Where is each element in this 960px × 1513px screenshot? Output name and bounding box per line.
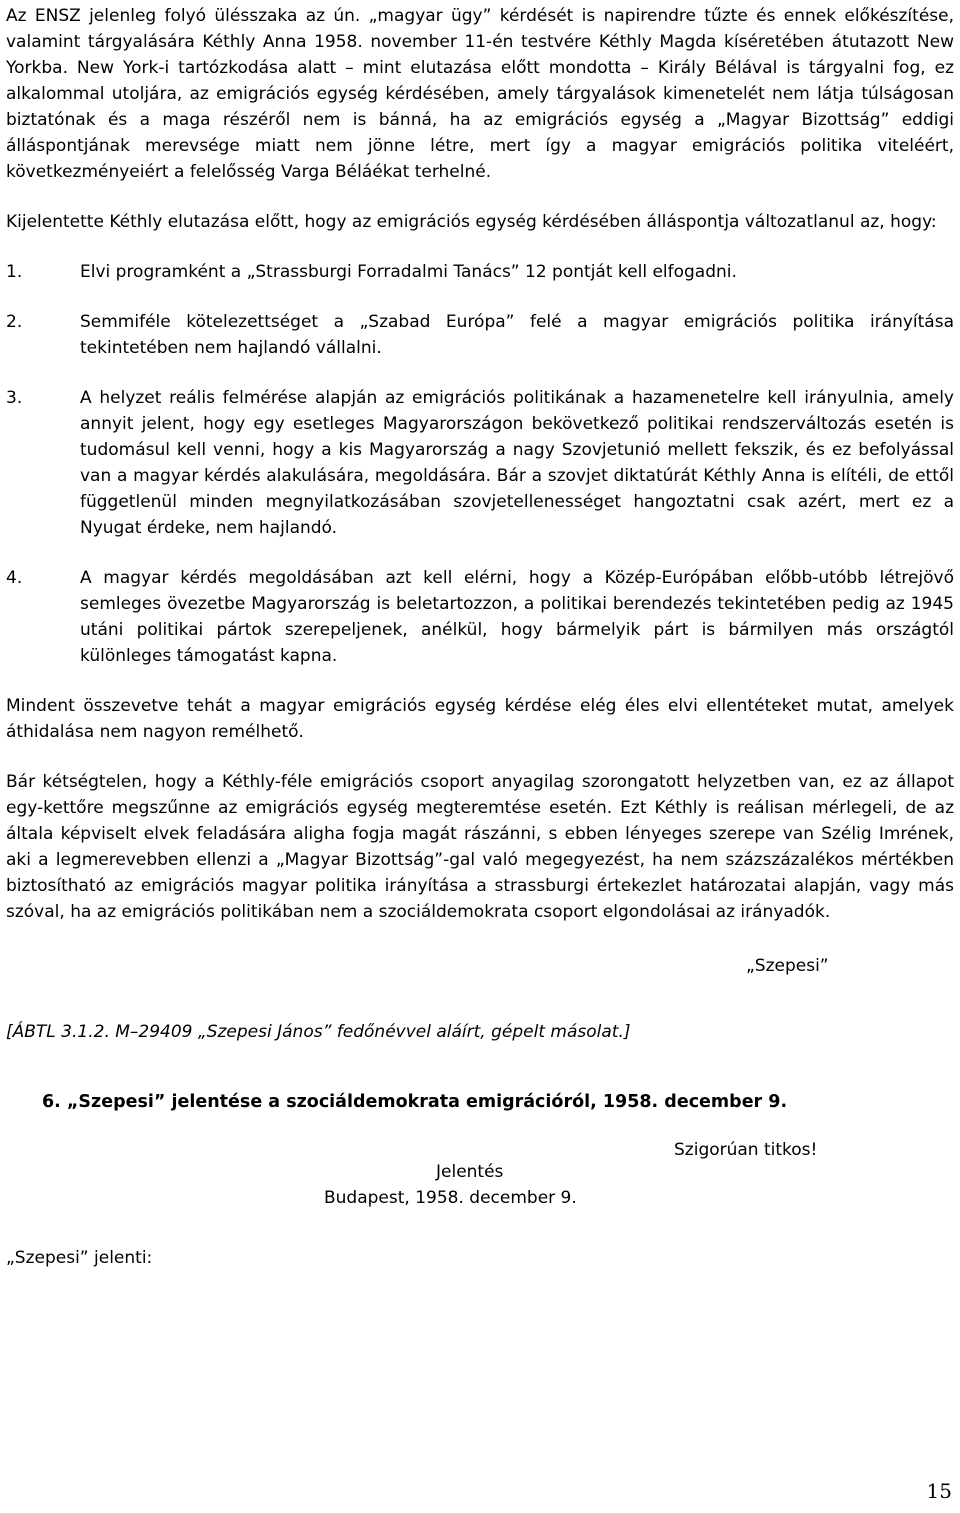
- classification-label: Szigorúan titkos!: [674, 1140, 818, 1160]
- source-citation: [ÁBTL 3.1.2. M–29409 „Szepesi János” fedőnévvel aláírt, gépelt másolat.]: [6, 1022, 631, 1042]
- document-page: [6, 0, 954, 1271]
- list-item-text: Elvi programként a „Strassburgi Forradalmi Tanács” 12 pontját kell elfogadni.: [80, 262, 737, 282]
- numbered-list: [6, 259, 954, 669]
- paragraph-analysis: Bár kétségtelen, hogy a Kéthly-féle emigrációs csoport anyagilag szorongatott helyzetben van, ez az állapot egy-kettőre megszűnne az emigrációs egység megteremtése esetén. Ezt Kéthly is reálisan mérlegeli, de az általa képviselt elvek feladására aligha fogja magát rászánni, s ebben lényeges szerepe van Szélig Imrének, aki a legmerevebben ellenzi a „Magyar Bizottság”-gal való megegyezést, ha nem százszázalékos mértékben biztosítható az emigrációs magyar politika irányítása a strassburgi értekezlet határozatai alapján, vagy más szóval, ha az emigrációs politikában nem a szociáldemokrata csoport elgondolásai az irányadók.: [6, 772, 954, 922]
- list-item: [6, 565, 954, 669]
- list-item-text: A magyar kérdés megoldásában azt kell elérni, hogy a Közép-Európában előbb-utóbb létrejövő semleges övezetbe Magyarország is beletartozzon, a politikai berendezés tekintetében pedig az 1945 utáni politikai pártok szerepeljenek, anélkül, hogy bármelyik párt is bármilyen más országtól különleges támogatást kapna.: [80, 568, 954, 666]
- list-item-text: Semmiféle kötelezettséget a „Szabad Európa” felé a magyar emigrációs politika irányítása tekintetében nem hajlandó vállalni.: [80, 312, 954, 358]
- signature: „Szepesi”: [746, 956, 829, 976]
- section-heading: 6. „Szepesi” jelentése a szociáldemokrata emigrációról, 1958. december 9.: [42, 1092, 788, 1112]
- list-item: [6, 385, 954, 541]
- list-item: [6, 259, 954, 285]
- paragraph-summary: Mindent összevetve tehát a magyar emigrációs egység kérdése elég éles elvi ellentéteket mutat, amelyek áthidalása nem nagyon remélhető.: [6, 696, 954, 742]
- reports-line: „Szepesi” jelenti:: [6, 1248, 153, 1268]
- list-item-number: 3.: [6, 388, 23, 408]
- list-item-number: 4.: [6, 568, 23, 588]
- report-date: Budapest, 1958. december 9.: [324, 1188, 577, 1208]
- list-item: [6, 309, 954, 361]
- report-title: Jelentés: [436, 1162, 504, 1182]
- list-item-text: A helyzet reális felmérése alapján az emigrációs politikának a hazamenetelre kell irányulnia, amely annyit jelent, hogy egy esetleges Magyarországon bekövetkező politikai rendszerváltozás esetén is tudomásul kell venni, hogy a kis Magyarország a nagy Szovjetunió mellett fekszik, és ez befolyással van a magyar kérdés alakulására, megoldására. Bár a szovjet diktatúrát Kéthly Anna is elítéli, de ettől függetlenül minden megnyilatkozásában szovjetellenességet hangoztatni csak azért, mert ez a Nyugat érdeke, nem hajlandó.: [80, 388, 954, 538]
- list-item-number: 2.: [6, 312, 23, 332]
- paragraph-intro: Az ENSZ jelenleg folyó ülésszaka az ún. „magyar ügy” kérdését is napirendre tűzte és ennek előkészítése, valamint tárgyalására Kéthly Anna 1958. november 11-én testvére Kéthly Magda kíséretében átutazott New Yorkba. New York-i tartózkodása alatt – mint elutazása előtt mondotta – Király Bélával is tárgyalni fog, ez alkalommal utoljára, az emigrációs egység kérdésében, amely tárgyalások kimenetelét nem látja túlságosan biztatónak és a maga részéről nem is bánná, ha az emigrációs egység a „Magyar Bizottság” eddigi álláspontjának merevsége miatt nem jönne létre, mert így a magyar emigrációs politika viteléért, következményeiért a felelősség Varga Béláékat terhelné.: [6, 6, 954, 182]
- paragraph-statement: Kijelentette Kéthly elutazása előtt, hogy az emigrációs egység kérdésében álláspontja változatlanul az, hogy:: [6, 212, 937, 232]
- list-item-number: 1.: [6, 262, 23, 282]
- page-number: 15: [926, 1479, 952, 1503]
